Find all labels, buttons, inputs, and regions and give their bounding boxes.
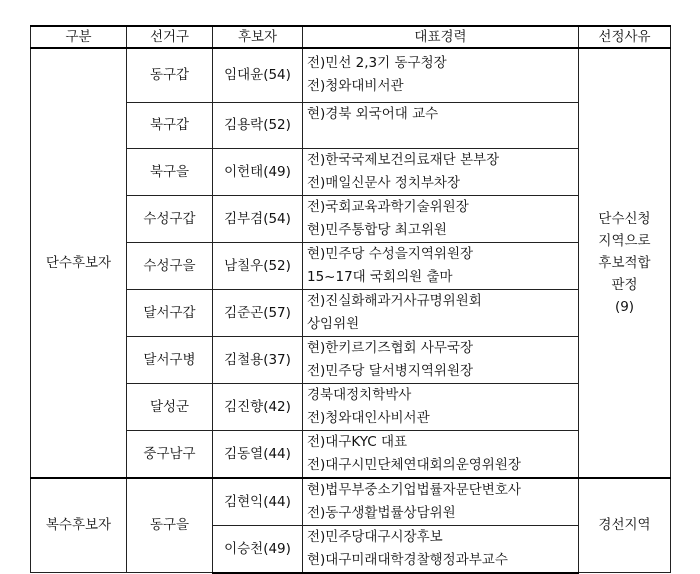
career-line: 상임위원 (307, 315, 360, 332)
career-cell (303, 383, 579, 430)
category-cell: 복수후보자 (31, 478, 127, 573)
reason-line: 단수신청 (598, 210, 651, 227)
career-line: 전)국회교육과학기술위원장 (307, 198, 469, 215)
district-cell: 수성구을 (127, 242, 213, 289)
district-cell: 동구갑 (127, 48, 213, 102)
career-line: 현)법무부중소기업법률자문단변호사 (307, 481, 521, 498)
table-row (31, 383, 671, 430)
career-line: 전)청와대인사비서관 (307, 409, 430, 426)
reason-line: 지역으로 (598, 232, 651, 249)
district-cell: 동구을 (127, 478, 213, 573)
career-line: 전)민주당대구시장후보 (307, 528, 443, 545)
career-cell (303, 336, 579, 383)
header-reason: 선정사유 (579, 26, 671, 48)
table-row (31, 242, 671, 289)
district-cell: 수성구갑 (127, 195, 213, 242)
career-cell (303, 195, 579, 242)
district-cell: 북구갑 (127, 102, 213, 148)
career-line: 전)대구시민단체연대회의운영위원장 (307, 456, 521, 473)
candidate-cell: 김현익(44) (213, 478, 303, 526)
table-row (31, 102, 671, 148)
career-cell (303, 525, 579, 573)
table-row (31, 430, 671, 478)
career-line: 전)민주당 달서병지역위원장 (307, 362, 474, 379)
district-cell: 달서구갑 (127, 289, 213, 336)
career-cell (303, 289, 579, 336)
candidate-cell: 김철용(37) (213, 336, 303, 383)
candidate-cell: 김용락(52) (213, 102, 303, 148)
career-line: 현)민주당 수성을지역위원장 (307, 245, 474, 262)
district-cell: 달서구병 (127, 336, 213, 383)
career-line: 전)매일신문사 정치부차장 (307, 174, 461, 191)
candidate-cell: 김진향(42) (213, 383, 303, 430)
reason-cell (579, 48, 671, 478)
career-line: 전)한국국제보건의료재단 본부장 (307, 151, 500, 168)
candidate-cell: 김동열(44) (213, 430, 303, 478)
table-row (31, 336, 671, 383)
career-line: 경북대정치학박사 (307, 386, 412, 403)
table-row (31, 48, 671, 102)
reason-line: (9) (614, 298, 635, 315)
district-cell: 달성군 (127, 383, 213, 430)
candidate-cell: 남칠우(52) (213, 242, 303, 289)
reason-line: 판정 (611, 276, 638, 293)
career-line: 현)민주통합당 최고위원 (307, 221, 447, 238)
header-category: 구분 (31, 26, 127, 48)
career-cell (303, 48, 579, 102)
reason-line: 경선지역 (598, 517, 651, 534)
table-row (31, 195, 671, 242)
reason-cell (579, 478, 671, 573)
table-row (31, 289, 671, 336)
candidate-cell: 김준곤(57) (213, 289, 303, 336)
career-line: 전)청와대비서관 (307, 78, 404, 95)
category-cell: 단수후보자 (31, 48, 127, 478)
header-district: 선거구 (127, 26, 213, 48)
career-line: 전)진실화해과거사규명위원회 (307, 292, 482, 309)
candidate-cell: 이승천(49) (213, 525, 303, 573)
candidate-cell: 이헌태(49) (213, 148, 303, 195)
career-line: 전)동구생활법률상담위원 (307, 504, 456, 521)
table-row (31, 148, 671, 195)
header-candidate: 후보자 (213, 26, 303, 48)
career-cell (303, 478, 579, 526)
career-cell (303, 242, 579, 289)
career-line: 현)한키르기즈협회 사무국장 (307, 339, 474, 356)
career-line: 전)대구KYC 대표 (307, 433, 408, 450)
header-career: 대표경력 (303, 26, 579, 48)
career-line: 15~17대 국회의원 출마 (307, 268, 453, 285)
career-line: 전)민선 2,3기 동구청장 (307, 55, 447, 72)
district-cell: 북구을 (127, 148, 213, 195)
candidate-table (30, 25, 671, 574)
candidate-cell: 김부겸(54) (213, 195, 303, 242)
career-cell (303, 102, 579, 148)
table-row (31, 478, 671, 526)
career-cell (303, 148, 579, 195)
district-cell: 중구남구 (127, 430, 213, 478)
header-row (31, 26, 671, 48)
reason-line: 후보적합 (598, 254, 651, 271)
career-line: 현)경북 외국어대 교수 (307, 105, 439, 122)
career-line: 현)대구미래대학경찰행정과부교수 (307, 551, 508, 568)
career-cell (303, 430, 579, 478)
candidate-cell: 임대윤(54) (213, 48, 303, 102)
